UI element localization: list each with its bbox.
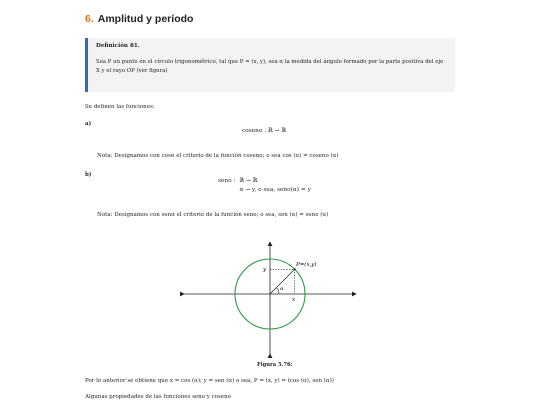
point-p bbox=[294, 268, 296, 270]
unit-circle-figure bbox=[180, 238, 360, 362]
unit-circle-diagram bbox=[180, 238, 360, 358]
conclusion-text: Por lo anterior se obtiene que x = cos (α); y = sen (α) o sea, P = (x, y) = (cos (α), sen (α)) bbox=[85, 378, 334, 384]
properties-text: Algunas propiedades de las funciones seno y coseno bbox=[85, 394, 231, 400]
section-number: 6. bbox=[85, 13, 94, 25]
sine-mapping bbox=[216, 177, 313, 195]
cosine-note: Nota: Designamos con cosα el criterio de la función coseno; o sea cos (α) = coseno (α) bbox=[97, 153, 339, 159]
angle-arc bbox=[276, 288, 279, 294]
cosine-mapping: coseno : ℝ → ℝ bbox=[242, 128, 287, 134]
definition-title: Definición 81. bbox=[96, 43, 140, 49]
definition-line-2: X y el rayo OP (ver figura) bbox=[96, 68, 168, 74]
section-title: Amplitud y período bbox=[97, 13, 194, 25]
label-p: P=(x,y) bbox=[296, 262, 317, 268]
label-alpha: α bbox=[280, 286, 284, 292]
definition-text bbox=[96, 58, 447, 76]
label-y: y bbox=[263, 267, 267, 273]
item-a-label: a) bbox=[85, 121, 92, 127]
label-x: x bbox=[292, 297, 296, 303]
definition-box bbox=[85, 38, 455, 92]
figure-caption: Figura 5.76: bbox=[257, 362, 293, 368]
sine-name: seno : bbox=[218, 178, 236, 184]
sine-map-row-1: ℝ → ℝ bbox=[239, 178, 258, 184]
section-heading bbox=[85, 13, 193, 25]
sine-note: Nota: Designamos con senα el criterio de la función seno; o sea, sen (α) = seno (α) bbox=[97, 212, 329, 218]
item-b-label: b) bbox=[85, 172, 92, 178]
sine-map-row-2: α → y, o sea, seno(α) = y bbox=[239, 187, 311, 193]
intro-text: Se definen las funciones: bbox=[85, 104, 155, 110]
definition-line-1: Sea P un punto en el círculo trigonométrico, tal que P = (x, y), sea α la medida del ángulo formado por la parte positiva del eje bbox=[96, 59, 444, 65]
